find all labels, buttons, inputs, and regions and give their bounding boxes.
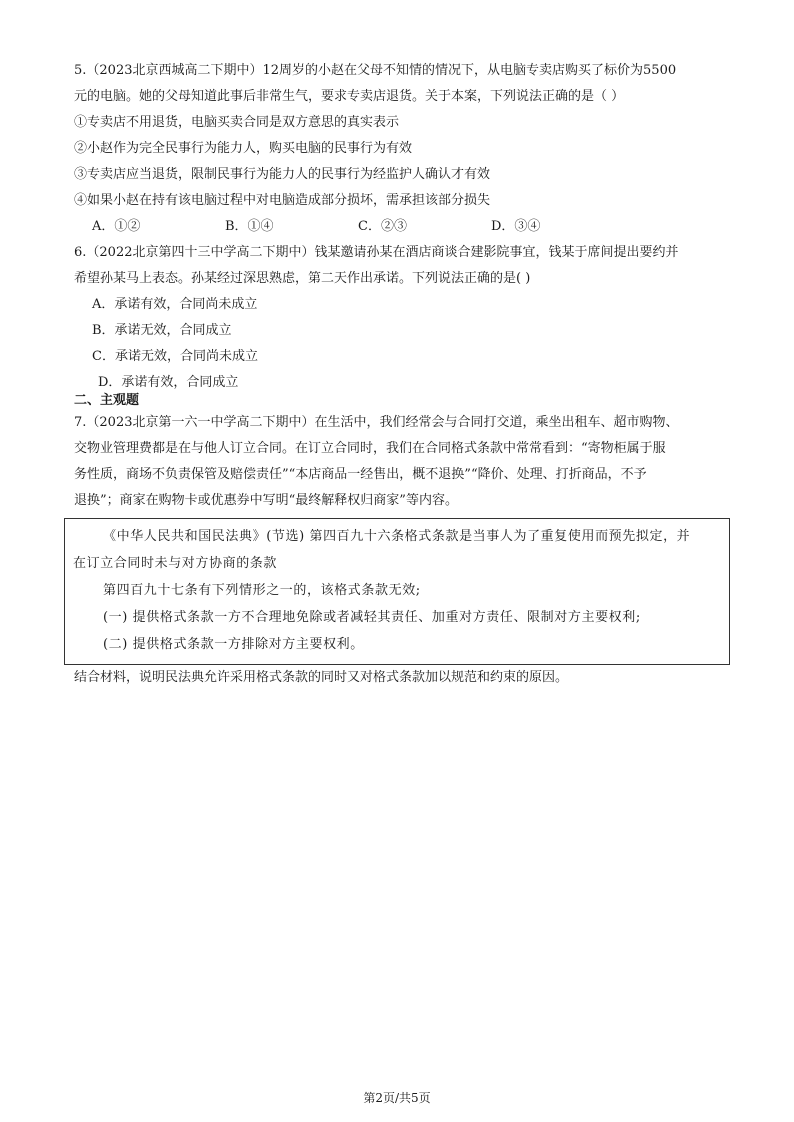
q5-option-d[interactable]: D．③④ — [491, 219, 541, 234]
q5-statement-3: ③专卖店应当退货，限制民事行为能力人的民事行为经监护人确认才有效 — [74, 167, 491, 182]
q6-stem-line-1: 6.（2022北京第四十三中学高二下期中）钱某邀请孙某在酒店商谈合建影院事宜，钱某于席间提出要约并 — [74, 245, 679, 260]
q5-stem-line-2: 元的电脑。她的父母知道此事后非常生气，要求专卖店退货。关于本案，下列说法正确的是（ ） — [74, 89, 625, 104]
section-heading-subjective: 二、主观题 — [74, 393, 140, 408]
q5-option-c[interactable]: C．②③ — [358, 219, 407, 234]
q6-option-a[interactable]: A．承诺有效，合同尚未成立 — [92, 297, 258, 312]
q7-stem-line-1: 7.（2023北京第一六一中学高二下期中）在生活中，我们经常会与合同打交道，乘坐出租车、超市购物、 — [74, 415, 679, 430]
q7-material-line-5: (二) 提供格式条款一方排除对方主要权利。 — [103, 637, 364, 652]
q6-option-d[interactable]: D．承诺有效，合同成立 — [98, 375, 239, 390]
q5-option-a[interactable]: A．①② — [92, 219, 141, 234]
q6-option-b[interactable]: B．承诺无效，合同成立 — [92, 323, 232, 338]
q5-stem-line-1: 5.（2023北京西城高二下期中）12周岁的小赵在父母不知情的情况下，从电脑专卖店购买了标价为5500 — [74, 63, 677, 78]
q7-stem-line-4: 退换”；商家在购物卡或优惠券中写明“最终解释权归商家”等内容。 — [74, 493, 458, 508]
q5-options — [74, 214, 734, 240]
q6-stem-line-2: 希望孙某马上表态。孙某经过深思熟虑，第二天作出承诺。下列说法正确的是( ) — [74, 271, 531, 286]
q7-material-box — [64, 518, 730, 665]
question-7 — [74, 410, 734, 691]
question-6 — [74, 240, 734, 396]
page-footer: 第2页/共5页 — [363, 1091, 431, 1105]
q5-statement-1: ①专卖店不用退货，电脑买卖合同是双方意思的真实表示 — [74, 115, 400, 130]
question-page — [74, 58, 734, 691]
q7-question: 结合材料，说明民法典允许采用格式条款的同时又对格式条款加以规范和约束的原因。 — [74, 670, 569, 685]
q5-statement-2: ②小赵作为完全民事行为能力人，购买电脑的民事行为有效 — [74, 141, 413, 156]
q7-material-line-4: (一) 提供格式条款一方不合理地免除或者减轻其责任、加重对方责任、限制对方主要权利; — [103, 610, 641, 625]
q6-option-c[interactable]: C．承诺无效，合同尚未成立 — [92, 349, 258, 364]
q5-option-b[interactable]: B．①④ — [225, 219, 274, 234]
q7-stem-line-2: 交物业管理费都是在与他人订立合同。在订立合同时，我们在合同格式条款中常常看到：“寄物柜属于服 — [74, 441, 666, 456]
q5-statement-4: ④如果小赵在持有该电脑过程中对电脑造成部分损坏，需承担该部分损失 — [74, 193, 491, 208]
q7-material-line-2: 在订立合同时未与对方协商的条款 — [73, 556, 278, 571]
q7-material-line-3: 第四百九十七条有下列情形之一的，该格式条款无效; — [103, 583, 421, 598]
q7-material-line-1: 《中华人民共和国民法典》(节选) 第四百九十六条格式条款是当事人为了重复使用而预先拟定，并 — [103, 529, 691, 544]
q7-stem-line-3: 务性质，商场不负责保管及赔偿责任”“本店商品一经售出，概不退换”“降价、处理、打折商品，不予 — [74, 467, 647, 482]
question-5 — [74, 58, 734, 240]
